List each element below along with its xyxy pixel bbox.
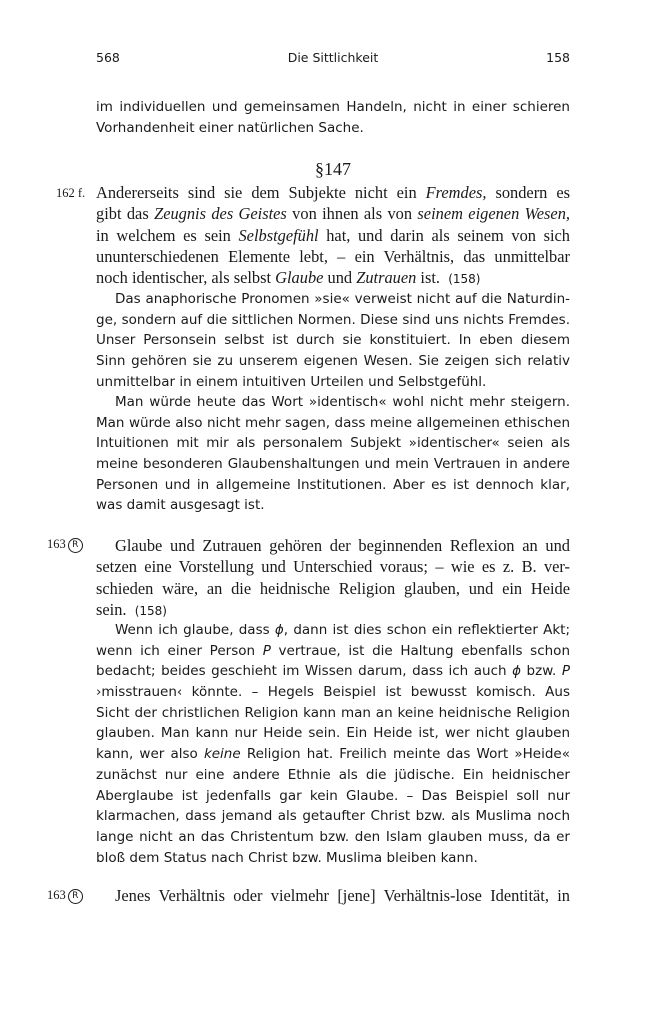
text-line: bloß dem Status nach Christ bzw. Muslima bleiben kann. xyxy=(96,849,478,866)
text-line: Jenes Verhältnis oder vielmehr [jene] Verhältnis-lose Identität, in xyxy=(115,886,570,905)
text-line xyxy=(96,599,570,620)
margin-reference xyxy=(47,888,83,904)
text-line: klarmachen, dass jemand als getaufter Christ bzw. als Muslima noch xyxy=(96,808,570,825)
text-line: Glaube und Zutrauen gehören der beginnenden Reflexion an und xyxy=(115,536,570,555)
commentary-3 xyxy=(96,620,570,868)
commentary-2 xyxy=(96,392,570,516)
margin-page: 162 f. xyxy=(56,186,86,200)
text-line: Sinn gehören sie zu unserem eigenen Wesen. Sie zeigen sich relativ xyxy=(96,353,570,370)
text-line: Intuitionen mit mir als personalem Subjekt »identischer« seien als xyxy=(96,435,570,452)
margin-page: 163 xyxy=(47,537,66,551)
page-number-left: 568 xyxy=(96,50,120,65)
page-reference: (158) xyxy=(448,272,481,287)
intro-commentary xyxy=(96,97,570,138)
text-line: unmittelbar in einem intuitiven Urteilen und Selbstgefühl. xyxy=(96,373,487,390)
text-line: bedacht; beides geschieht im Wissen darum, dass ich auch ϕ bzw. P xyxy=(96,663,570,680)
margin-reference xyxy=(56,186,85,201)
text-line: ge, sondern auf die sittlichen Normen. Diese sind uns nichts Fremdes. xyxy=(96,311,570,328)
text-line: in welchem es sein Selbstgefühl hat, und darin als seinem von sich xyxy=(96,225,571,245)
text-line: wenn ich einer Person P vertraue, ist die Haltung ebenfalls schon xyxy=(96,642,571,659)
margin-reference xyxy=(47,537,83,553)
page-number-right: 158 xyxy=(546,50,570,65)
text-line: Andererseits sind sie dem Subjekte nicht ein Fremdes, sondern es xyxy=(96,183,570,202)
text-line: glauben. Man kann nur Heide sein. Ein Heide ist, wer nicht glauben xyxy=(96,725,570,742)
text-line: Das anaphorische Pronomen »sie« verweist nicht auf die Naturdin- xyxy=(115,291,570,307)
text-line: was damit ausgesagt ist. xyxy=(96,497,265,514)
text-line: Personen und in allgemeine Institutionen. Aber es ist dennoch klar, xyxy=(96,476,570,493)
text-line: kann, wer also keine Religion hat. Freilich meinte das Wort »Heide« xyxy=(96,746,570,763)
r-circle-icon: R xyxy=(68,889,83,904)
text-line: im individuellen und gemeinsamen Handeln, nicht in einer schieren xyxy=(96,99,570,115)
text-line: schieden wäre, an die heidnische Religion glauben, und ein Heide xyxy=(96,578,570,598)
text-line: Unser Personsein selbst ist durch sie konstituiert. In eben diesem xyxy=(96,332,570,349)
text-line: ununterschiedenen Elemente lebt, – ein Verhältnis, das unmittelbar xyxy=(96,246,570,266)
page-reference: (158) xyxy=(134,603,167,618)
text-line: gibt das Zeugnis des Geistes von ihnen als von seinem eigenen Wesen, xyxy=(96,204,570,224)
section-heading: §147 xyxy=(315,159,351,179)
text-line: setzen eine Vorstellung und Unterschied voraus; – wie es z. B. ver- xyxy=(96,557,570,577)
text-line: Wenn ich glaube, dass ϕ, dann ist dies schon ein reflektierter Akt; xyxy=(115,622,571,638)
text-line: Sicht der christlichen Religion kann man an keine heidnische Religion xyxy=(96,704,570,721)
commentary-1 xyxy=(96,289,570,392)
text-fragment: sein. xyxy=(96,599,127,619)
r-circle-icon: R xyxy=(68,538,83,553)
text-line: ›misstrauen‹ könnte. – Hegels Beispiel ist bewusst komisch. Aus xyxy=(96,684,570,701)
text-line: Aberglaube ist jedenfalls gar kein Glaube. – Das Beispiel soll nur xyxy=(96,787,570,804)
text-line: noch identischer, als selbst Glaube und Zutrauen ist. (158) xyxy=(96,268,481,288)
text-line: zunächst nur eine andere Ethnie als die jüdische. Ein heidnischer xyxy=(96,766,570,783)
text-line: Man würde also nicht mehr sagen, dass meine allgemeinen ethischen xyxy=(96,414,570,431)
hegel-paragraph-3 xyxy=(96,885,570,906)
text-line: lange nicht an das Christentum bzw. den Islam glauben muss, da er xyxy=(96,828,570,845)
running-title: Die Sittlichkeit xyxy=(287,50,379,65)
text-line: meine besonderen Glaubenshaltungen und mein Vertrauen in andere xyxy=(96,456,570,473)
text-line: Vorhandenheit einer natürlichen Sache. xyxy=(96,119,364,136)
margin-page: 163 xyxy=(47,888,66,902)
hegel-paragraph-1 xyxy=(96,182,570,288)
hegel-paragraph-2 xyxy=(96,535,570,620)
text-line: Man würde heute das Wort »identisch« wohl nicht mehr steigern. xyxy=(115,394,570,410)
running-header xyxy=(96,50,570,70)
